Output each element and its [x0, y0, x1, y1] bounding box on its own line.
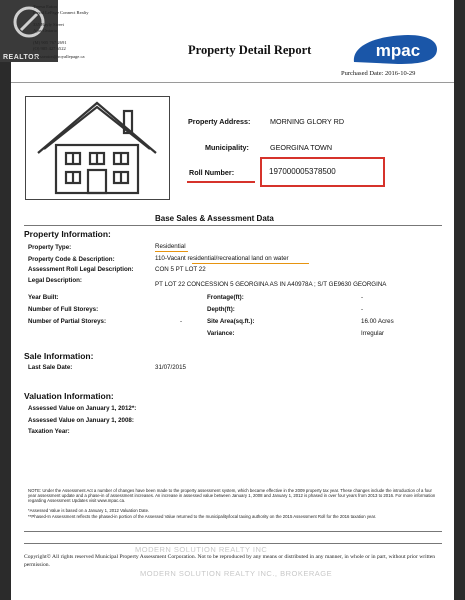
frontage-value: - — [361, 294, 364, 301]
assessed-2012-label: Assessed Value on January 1, 2012*: — [28, 405, 137, 412]
notes-divider-2 — [24, 543, 442, 544]
property-address-value: MORNING GLORY RD — [270, 117, 345, 126]
house-image-frame — [25, 96, 170, 200]
legal-desc-label: Legal Description: — [28, 277, 82, 284]
depth-value: - — [361, 306, 364, 313]
last-sale-value: 31/07/2015 — [155, 364, 186, 371]
property-type-label: Property Type: — [28, 244, 72, 251]
site-area-value: 16.00 Acres — [361, 318, 394, 325]
property-code-prefix: 110-Vacant — [155, 255, 188, 262]
property-type-underline — [155, 251, 188, 252]
variance-label: Variance: — [207, 330, 235, 337]
legal-desc-value: PT LOT 22 CONCESSION 5 GEORGINA AS IN A40978A ; S/T GE9630 GEORGINA — [155, 281, 387, 288]
valuation-info-title: Valuation Information: — [24, 391, 114, 401]
copyright-text: Copyright© All rights reserved Municipal Property Assessment Corporation. Not to be reproduced by any means or distributed in any manner, in whole or in part, without prior written permission. — [24, 554, 436, 568]
footer-watermark-2: MODERN SOLUTION REALTY INC., BROKERAGE — [140, 569, 333, 578]
property-code-label: Property Code & Description: — [28, 256, 115, 263]
depth-label: Depth(ft): — [207, 306, 235, 313]
roll-legal-value: CON 5 PT LOT 22 — [155, 266, 206, 273]
notes-divider — [24, 531, 442, 532]
partial-storeys-label: Number of Partial Storeys: — [28, 318, 107, 325]
taxation-year-label: Taxation Year: — [28, 428, 70, 435]
roll-number-label: Roll Number: — [189, 168, 235, 177]
base-sales-title: Base Sales & Assessment Data — [155, 214, 274, 223]
property-address-label: Property Address: — [188, 117, 251, 126]
roll-legal-label: Assessment Roll Legal Description: — [28, 266, 134, 273]
assessment-note: NOTE: Under the Assessment Act a number of changes have been made to the property assessment system, which became effective in the 2009 property tax year. These changes include the introduction of a four year assessment update and a phase-in of assessment increases. An increase in assessed value between January 1, 2008 and January 1, 2012 is phased in over four years from 2013 to 2016. For more information regarding Assessment Updates visit www.mpac.ca. — [28, 488, 436, 504]
house-icon — [26, 97, 168, 198]
year-built-label: Year Built: — [28, 294, 59, 301]
municipality-label: Municipality: — [205, 143, 249, 152]
variance-value: Irregular — [361, 330, 385, 337]
agent-phone-mobile: (M) 905 767 2691 — [33, 40, 67, 45]
property-code-description: residential/recreational land on water — [187, 255, 289, 262]
svg-text:mpac: mpac — [375, 41, 421, 60]
agent-brokerage: Royal LePage Connect Realty — [33, 10, 89, 15]
agent-email: teresaeaton@royallepage.ca — [33, 54, 85, 59]
purchased-date: Purchased Date: 2016-10-29 — [341, 70, 416, 77]
valuation-date-note: *Assessed Value is based on a January 1, 2012 Valuation Date. — [28, 508, 150, 513]
full-storeys-label: Number of Full Storeys: — [28, 306, 99, 313]
footer-watermark-1: MODERN SOLUTION REALTY INC — [135, 545, 268, 554]
property-code-value — [155, 255, 289, 262]
agent-name: Teresa Eaton — [33, 4, 57, 9]
phased-in-note: **Phased-In Assessment reflects the phased-in portion of the Assessed Value returned to the municipality/local taxing authority on the 2015 Assessment Roll for the 2016 taxation year. — [28, 514, 377, 519]
sale-info-title: Sale Information: — [24, 351, 94, 361]
property-type-value: Residential — [155, 243, 186, 250]
last-sale-label: Last Sale Date: — [28, 364, 73, 371]
municipality-value: GEORGINA TOWN — [270, 143, 333, 152]
agent-address-1: 335 Bayly Street — [33, 22, 64, 27]
partial-storeys-value: - — [180, 318, 183, 325]
section-divider — [24, 225, 442, 226]
site-area-label: Site Area(sq.ft.): — [207, 318, 255, 325]
report-title: Property Detail Report — [188, 43, 312, 57]
property-code-underline — [192, 263, 309, 264]
agent-address-2: Ajax Ontario — [33, 28, 58, 33]
realtor-watermark-text: REALTOR — [3, 54, 40, 61]
assessed-2008-label: Assessed Value on January 1, 2008: — [28, 417, 134, 424]
mpac-logo — [348, 34, 440, 64]
property-info-title: Property Information: — [24, 229, 111, 239]
roll-number-label-underline — [187, 181, 255, 183]
header-divider — [11, 82, 454, 83]
agent-phone-office: (O) 905 427 6522 — [33, 46, 66, 51]
frontage-label: Frontage(ft): — [207, 294, 244, 301]
roll-number-value: 197000005378500 — [269, 167, 336, 176]
